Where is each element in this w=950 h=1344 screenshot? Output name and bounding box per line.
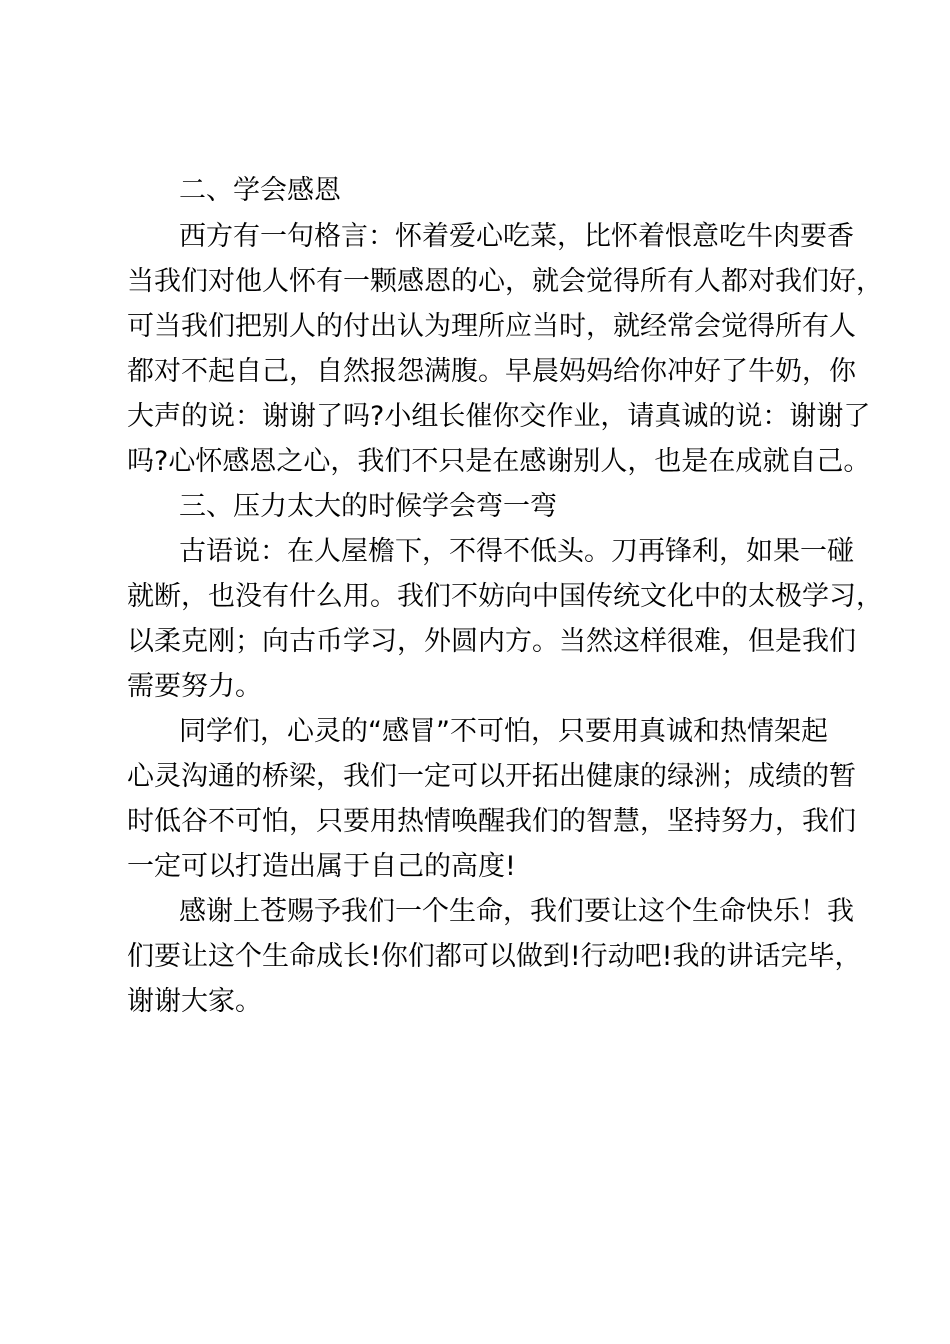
paragraph-line: 都对不起自己，自然报怨满腹。早晨妈妈给你冲好了牛奶，你 — [127, 356, 856, 387]
paragraph-line: 可当我们把别人的付出认为理所应当时，就经常会觉得所有人 — [127, 311, 856, 342]
paragraph-line: 西方有一句格言：怀着爱心吃菜，比怀着恨意吃牛肉要香 — [179, 221, 854, 252]
paragraph-line: 心灵沟通的桥梁，我们一定可以开拓出健康的绿洲；成绩的暂 — [127, 761, 856, 792]
paragraph-line: 当我们对他人怀有一颗感恩的心，就会觉得所有人都对我们好， — [127, 266, 883, 297]
paragraph-line: 谢谢大家。 — [127, 986, 262, 1017]
paragraph-line: 们要让这个生命成长!你们都可以做到!行动吧!我的讲话完毕， — [127, 941, 862, 972]
paragraph-line: 感谢上苍赐予我们一个生命，我们要让这个生命快乐！我 — [179, 896, 854, 927]
paragraph-line: 古语说：在人屋檐下，不得不低头。刀再锋利，如果一碰 — [179, 536, 854, 567]
paragraph-line: 时低谷不可怕，只要用热情唤醒我们的智慧，坚持努力，我们 — [127, 806, 856, 837]
paragraph-line: 吗?心怀感恩之心，我们不只是在感谢别人，也是在成就自己。 — [127, 446, 871, 477]
paragraph-line: 就断，也没有什么用。我们不妨向中国传统文化中的太极学习， — [127, 581, 883, 612]
section-heading-pressure: 三、压力太大的时候学会弯一弯 — [179, 491, 557, 522]
paragraph-line: 大声的说：谢谢了吗?小组长催你交作业，请真诚的说：谢谢了 — [127, 401, 871, 432]
paragraph-line: 需要努力。 — [127, 671, 262, 702]
paragraph-line: 一定可以打造出属于自己的高度! — [127, 851, 516, 882]
paragraph-line: 以柔克刚；向古币学习，外圆内方。当然这样很难，但是我们 — [127, 626, 856, 657]
paragraph-line: 同学们，心灵的“感冒”不可怕，只要用真诚和热情架起 — [179, 716, 828, 747]
section-heading-gratitude: 二、学会感恩 — [179, 175, 341, 206]
